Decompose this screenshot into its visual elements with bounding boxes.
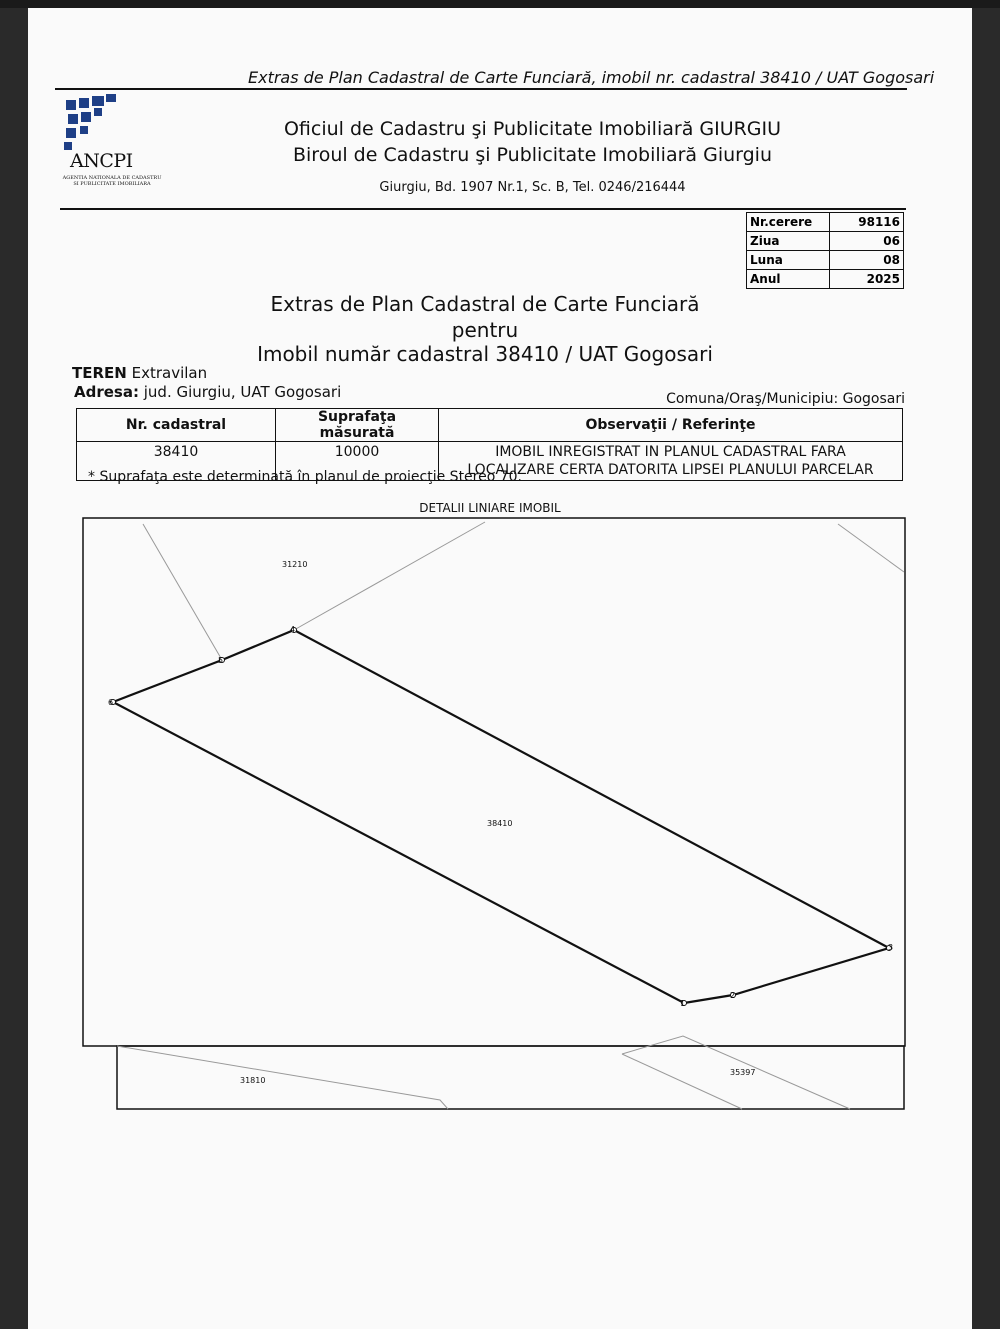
neighbor-label: 31810	[240, 1076, 266, 1085]
parcel-label: 38410	[487, 819, 513, 828]
request-value: 98116	[830, 213, 904, 232]
vertex-label: 2	[730, 991, 736, 1000]
request-label: Nr.cerere	[747, 213, 830, 232]
vertex-label: 5	[218, 656, 224, 665]
nr-cadastral-cell: 38410	[77, 442, 276, 481]
document-header-line: Extras de Plan Cadastral de Carte Funciară, imobil nr. cadastral 38410 / UAT Gogosari	[248, 68, 935, 87]
document-title-imobil: Imobil număr cadastral 38410 / UAT Gogosari	[257, 342, 713, 366]
ancpi-logo-subtitle: AGENTIA NATIONALA DE CADASTRU SI PUBLICITATE IMOBILIARA	[62, 175, 162, 187]
vertex-label: 4	[290, 625, 296, 634]
request-label: Ziua	[747, 232, 830, 251]
vertex-label: 3	[888, 943, 894, 952]
request-value: 2025	[830, 270, 904, 289]
column-header: Observaţii / Referinţe	[439, 409, 903, 442]
suprafata-cell: 10000	[276, 442, 439, 481]
document-title: Extras de Plan Cadastral de Carte Funciară	[270, 292, 700, 316]
comuna-line: Comuna/Oraş/Municipiu: Gogosari	[666, 391, 905, 407]
request-label: Anul	[747, 270, 830, 289]
neighbor-boundary	[622, 1054, 742, 1109]
document-title-pentru: pentru	[451, 318, 519, 342]
neighbor-label: 35397	[730, 1068, 756, 1077]
adresa-value: jud. Giurgiu, UAT Gogosari	[143, 383, 342, 401]
request-value: 06	[830, 232, 904, 251]
teren-label: TEREN	[72, 364, 127, 382]
office-title: Oficiul de Cadastru şi Publicitate Imobiliară GIURGIU	[283, 118, 782, 140]
teren-value: Extravilan	[131, 364, 208, 382]
bureau-title: Biroul de Cadastru şi Publicitate Imobiliară Giurgiu	[292, 144, 772, 166]
office-address: Giurgiu, Bd. 1907 Nr.1, Sc. B, Tel. 0246/216444	[379, 180, 686, 195]
plan-frame-lower	[117, 1046, 904, 1109]
adresa-label: Adresa:	[74, 383, 139, 401]
request-value: 08	[830, 251, 904, 270]
plan-title: DETALII LINIARE IMOBIL	[419, 501, 561, 515]
request-label: Luna	[747, 251, 830, 270]
observatii-line: IMOBIL INREGISTRAT IN PLANUL CADASTRAL FARA	[495, 444, 846, 460]
neighbor-boundary	[838, 524, 904, 572]
vertex-label: 1	[680, 999, 686, 1008]
parcel-boundary	[113, 630, 889, 1003]
neighbor-label: 31210	[282, 560, 308, 569]
stereo-note: * Suprafaţa este determinată în planul de proiecţie Stereo 70.	[88, 469, 523, 485]
plan-frame-upper	[83, 518, 905, 1046]
neighbor-boundary	[117, 1046, 448, 1109]
ancpi-logo-text: ANCPI	[70, 150, 133, 172]
observatii-line: LOCALIZARE CERTA DATORITA LIPSEI PLANULUI PARCELAR	[467, 462, 874, 478]
vertex-label: 6	[108, 698, 114, 707]
column-header: Nr. cadastral	[77, 409, 276, 442]
column-header: Suprafaţa măsurată	[276, 409, 439, 442]
neighbor-boundary	[143, 524, 222, 660]
neighbor-boundary	[294, 522, 485, 630]
